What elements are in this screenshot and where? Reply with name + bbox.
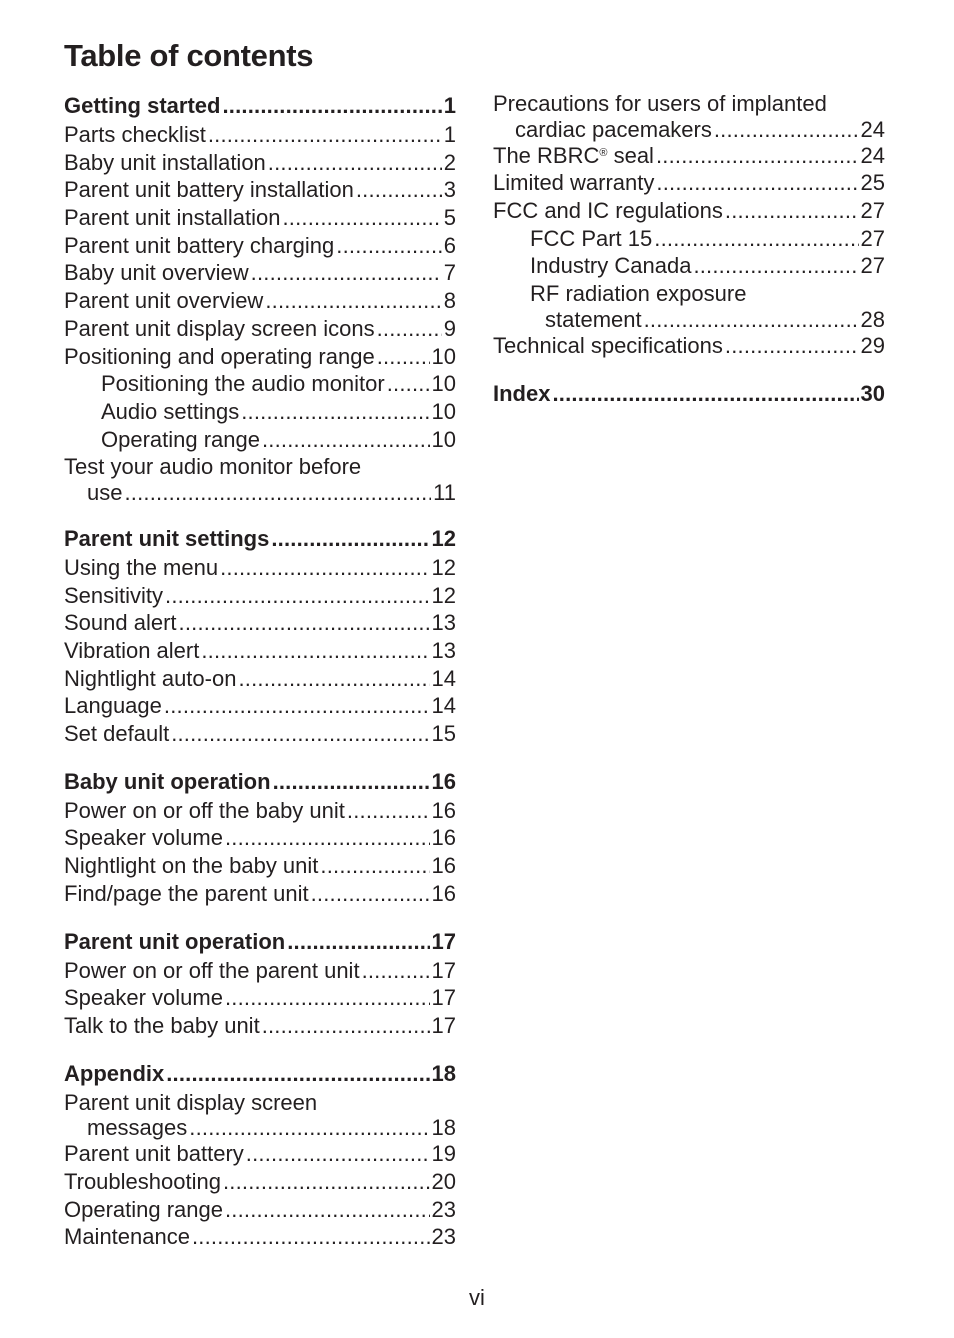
toc-entry[interactable]: Parent unit battery charging ..... 6 [64,232,456,260]
toc-entry[interactable]: Speaker volume ..... 17 [64,984,456,1012]
toc-subentry[interactable]: Industry Canada ..... 27 [493,252,885,280]
toc-entry[interactable]: Parent unit display screen icons ..... 9 [64,315,456,343]
toc-subentry[interactable]: FCC Part 15 ..... 27 [493,225,885,253]
toc-entry[interactable]: Using the menu ..... 12 [64,554,456,582]
toc-section-index[interactable]: Index ..... 30 [493,378,885,409]
toc-subentry[interactable]: Operating range ..... 10 [64,426,456,454]
toc-entry[interactable]: Parent unit battery ..... 19 [64,1140,456,1168]
toc-entry[interactable]: Baby unit installation ..... 2 [64,149,456,177]
toc-section-getting-started[interactable] [64,90,456,121]
toc-entry[interactable]: Talk to the baby unit ..... 17 [64,1012,456,1040]
toc-section-appendix[interactable]: Appendix ..... 18 [64,1058,456,1089]
toc-entry[interactable]: Baby unit overview ..... 7 [64,259,456,287]
toc-label: Getting started [64,93,221,118]
toc-entry[interactable]: Operating range ..... 23 [64,1196,456,1224]
toc-entry[interactable]: Nightlight on the baby unit ..... 16 [64,852,456,880]
toc-entry[interactable]: Technical specifications ..... 29 [493,332,885,360]
toc-entry[interactable]: Parent unit overview ..... 8 [64,287,456,315]
toc-entry[interactable]: Vibration alert ..... 13 [64,637,456,665]
toc-left-column [64,90,456,1251]
toc-subentry[interactable]: Positioning the audio monitor ..... 10 [64,370,456,398]
toc-entry[interactable]: Nightlight auto-on ..... 14 [64,665,456,693]
toc-entry[interactable]: Speaker volume ..... 16 [64,824,456,852]
toc-entry[interactable]: Parent unit battery installation ..... 3 [64,176,456,204]
page-number: vi [469,1285,485,1310]
toc-entry[interactable]: Parent unit installation ..... 5 [64,204,456,232]
page-title: Table of contents [64,38,314,73]
toc-entry[interactable]: The RBRC® seal ..... 24 [493,142,885,170]
toc-entry[interactable]: Positioning and operating range ..... 10 [64,343,456,371]
toc-entry[interactable]: Language ..... 14 [64,692,456,720]
toc-page: 1 [443,93,456,118]
toc-subentry[interactable]: Audio settings ..... 10 [64,398,456,426]
toc-right-column [493,90,885,409]
toc-subentry-wrapped[interactable]: RF radiation exposure statement ..... 28 [493,280,885,332]
toc-section-parent-unit-settings[interactable]: Parent unit settings ..... 12 [64,523,456,554]
toc-entry[interactable]: Sound alert ..... 13 [64,609,456,637]
toc-entry[interactable]: Maintenance ..... 23 [64,1223,456,1251]
toc-entry[interactable]: Parts checklist ..... 1 [64,121,456,149]
toc-entry[interactable]: Find/page the parent unit ..... 16 [64,880,456,908]
toc-entry[interactable]: FCC and IC regulations ..... 27 [493,197,885,225]
toc-entry[interactable]: Troubleshooting ..... 20 [64,1168,456,1196]
toc-entry[interactable]: Sensitivity ..... 12 [64,582,456,610]
toc-entry-wrapped[interactable]: Precautions for users of implanted cardiac pacemakers ..... 24 [493,90,885,142]
toc-section-baby-unit-operation[interactable]: Baby unit operation ..... 16 [64,766,456,797]
toc-entry[interactable]: Set default ..... 15 [64,720,456,748]
toc-section-parent-unit-operation[interactable]: Parent unit operation ..... 17 [64,926,456,957]
toc-entry[interactable]: Power on or off the parent unit ..... 17 [64,957,456,985]
toc-entry[interactable]: Limited warranty ..... 25 [493,169,885,197]
toc-entry-wrapped[interactable]: Test your audio monitor before use ..... 11 [64,453,456,505]
toc-entry-wrapped[interactable]: Parent unit display screen messages ..... 18 [64,1089,456,1141]
toc-entry[interactable]: Power on or off the baby unit ..... 16 [64,797,456,825]
